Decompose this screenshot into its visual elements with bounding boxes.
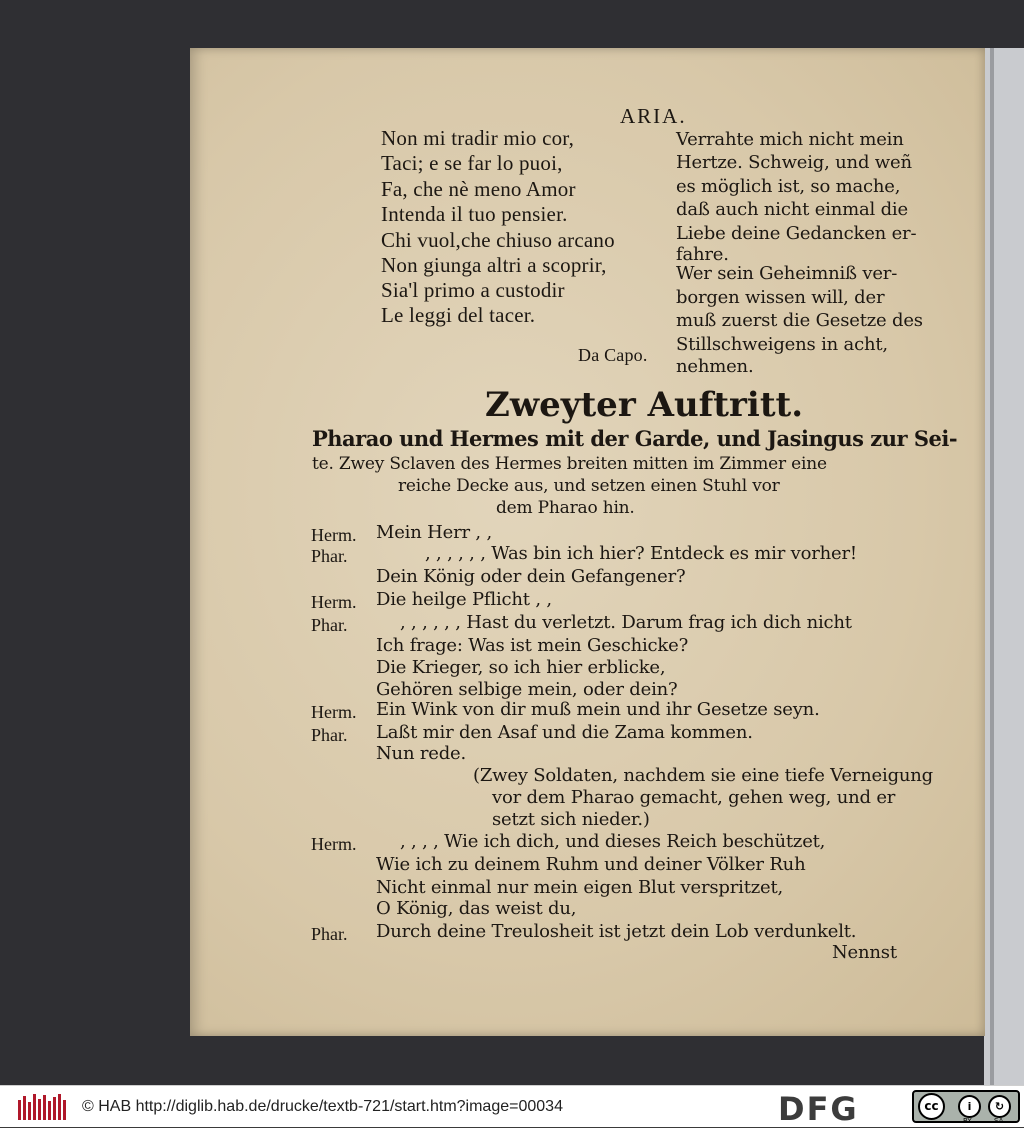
- dialogue-line: setzt sich nieder.): [492, 809, 650, 830]
- german-line: muß zuerst die Gesetze des: [676, 310, 923, 331]
- dialogue-line: Gehören selbige mein, oder dein?: [376, 679, 678, 700]
- dialogue-line: Laßt mir den Asaf und die Zama kommen.: [376, 722, 753, 743]
- aria-heading: ARIA.: [620, 104, 687, 128]
- speaker-label: Phar.: [311, 546, 348, 566]
- dfg-logo[interactable]: DFG: [778, 1090, 859, 1128]
- dialogue-line: , , , , , , Was bin ich hier? Entdeck es mir vorher!: [425, 543, 857, 564]
- cc-license-badge[interactable]: [912, 1090, 1020, 1123]
- italian-line: Non mi tradir mio cor,: [381, 126, 575, 150]
- speaker-label: Phar.: [311, 924, 348, 944]
- speaker-label: Herm.: [311, 702, 357, 722]
- speaker-label: Herm.: [311, 592, 357, 612]
- speaker-label: Herm.: [311, 525, 357, 545]
- german-line: daß auch nicht einmal die: [676, 199, 908, 220]
- italian-line: Fa, che nè meno Amor: [381, 177, 576, 201]
- stage-direction: te. Zwey Sclaven des Hermes breiten mitten im Zimmer eine: [312, 454, 827, 474]
- italian-line: Intenda il tuo pensier.: [381, 202, 568, 226]
- dialogue-line: O König, das weist du,: [376, 898, 577, 919]
- dialogue-line: Wie ich zu deinem Ruhm und deiner Völker Ruh: [376, 854, 806, 875]
- speaker-label: Herm.: [311, 834, 357, 854]
- speaker-label: Phar.: [311, 615, 348, 635]
- catchword: Nennst: [832, 942, 897, 963]
- dialogue-line: , , , , , , Hast du verletzt. Darum frag ich dich nicht: [400, 612, 852, 633]
- dialogue-line: vor dem Pharao gemacht, gehen weg, und er: [492, 787, 896, 808]
- german-line: Liebe deine Gedancken er-: [676, 223, 917, 244]
- italian-line: Chi vuol,che chiuso arcano: [381, 228, 615, 252]
- dialogue-line: Die heilge Pflicht , ,: [376, 589, 552, 610]
- italian-line: Taci; e se far lo puoi,: [381, 151, 563, 175]
- german-line: Wer sein Geheimniß ver-: [676, 263, 898, 284]
- dialogue-line: Ich frage: Was ist mein Geschicke?: [376, 635, 689, 656]
- german-line: borgen wissen will, der: [676, 287, 885, 308]
- german-line: Verrahte mich nicht mein: [676, 129, 904, 150]
- german-line: nehmen.: [676, 356, 754, 377]
- dialogue-line: (Zwey Soldaten, nachdem sie eine tiefe Verneigung: [473, 765, 934, 786]
- german-line: Stillschweigens in acht,: [676, 334, 888, 355]
- share-alike-icon: ↻: [988, 1095, 1011, 1118]
- cc-by-label: BY: [963, 1117, 972, 1125]
- dialogue-line: Mein Herr , ,: [376, 522, 492, 543]
- italian-line: Non giunga altri a scoprir,: [381, 253, 607, 277]
- german-line: Hertze. Schweig, und weñ: [676, 152, 912, 173]
- footer-bar: [0, 1085, 1024, 1127]
- permalink-link[interactable]: © HAB http://diglib.hab.de/drucke/textb-721/start.htm?image=00034: [82, 1098, 563, 1115]
- german-line: fahre.: [676, 244, 729, 265]
- hab-logo-icon[interactable]: [18, 1094, 68, 1120]
- stage-direction: reiche Decke aus, und setzen einen Stuhl vor: [398, 476, 780, 496]
- dialogue-line: , , , , Wie ich dich, und dieses Reich beschützet,: [400, 831, 826, 852]
- speaker-label: Phar.: [311, 725, 348, 745]
- stage-direction: Pharao und Hermes mit der Garde, und Jasingus zur Sei-: [312, 426, 958, 451]
- cc-sa-label: SA: [994, 1117, 1004, 1125]
- german-line: es möglich ist, so mache,: [676, 176, 901, 197]
- dialogue-line: Ein Wink von dir muß mein und ihr Gesetze seyn.: [376, 699, 820, 720]
- scene-title: Zweyter Auftritt.: [485, 385, 804, 425]
- cc-icon: cc: [918, 1093, 945, 1120]
- stage-direction: dem Pharao hin.: [496, 498, 635, 518]
- italian-line: Sia'l primo a custodir: [381, 278, 565, 302]
- page-edge-shadow: [990, 48, 994, 1085]
- da-capo: Da Capo.: [578, 345, 648, 365]
- dialogue-line: Die Krieger, so ich hier erblicke,: [376, 657, 666, 678]
- dialogue-line: Dein König oder dein Gefangener?: [376, 566, 686, 587]
- italian-line: Le leggi del tacer.: [381, 303, 536, 327]
- dialogue-line: Durch deine Treulosheit ist jetzt dein Lob verdunkelt.: [376, 921, 857, 942]
- dialogue-line: Nicht einmal nur mein eigen Blut verspritzet,: [376, 877, 784, 898]
- attribution-icon: i: [958, 1095, 981, 1118]
- dialogue-line: Nun rede.: [376, 743, 467, 764]
